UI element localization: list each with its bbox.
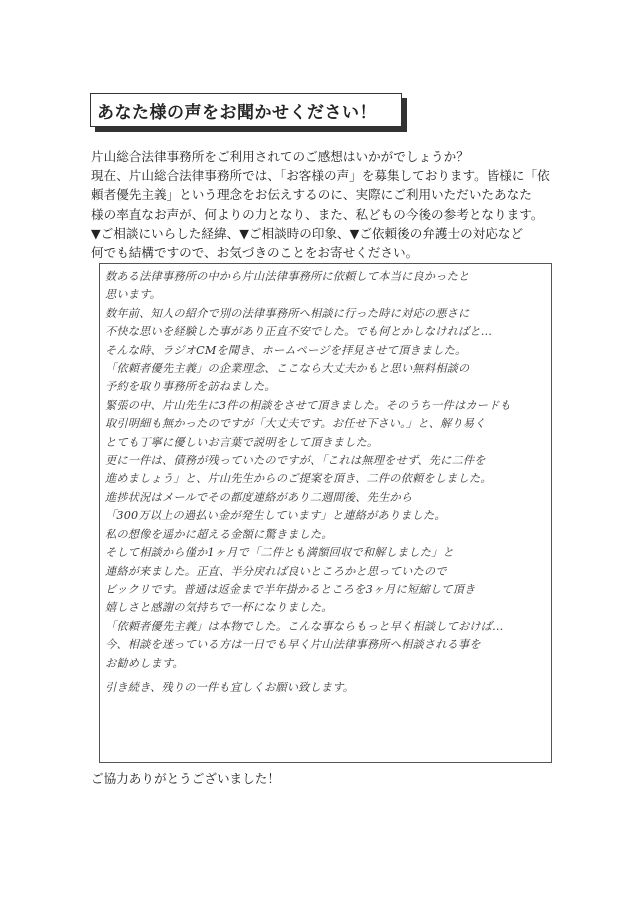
- intro-line: 何でも結構ですので、お気づきのことをお寄せください。: [91, 245, 419, 261]
- letter-line: ビックリです。普通は返金まで半年掛かるところを3ヶ月に短縮して頂き: [105, 582, 476, 596]
- letter-line: 「依頼者優先主義」の企業理念、ここなら大丈夫かもと思い無料相談の: [105, 362, 470, 376]
- handwritten-letter: [105, 268, 545, 697]
- intro-text: [91, 147, 561, 262]
- letter-line: 不快な思いを経験した事があり正直不安でした。でも何とかしなければと…: [105, 325, 493, 339]
- page-title: [90, 93, 402, 127]
- letter-line: 思います。: [105, 288, 162, 302]
- letter-line: そして相談から僅か1ヶ月で「二件とも満額回収で和解しました」と: [105, 546, 454, 560]
- letter-line: 連絡が来ました。正直、半分戻れば良いところかと思っていたので: [105, 564, 447, 578]
- letter-line: 緊張の中、片山先生に3件の相談をさせて頂きました。そのうち一件はカードも: [105, 398, 511, 412]
- intro-line: 様の率直なお声が、何よりの力となり、また、私どもの今後の参考となります。: [91, 206, 544, 222]
- letter-line: 進捗状況はメールでその都度連絡があり二週間後、先生から: [105, 490, 413, 504]
- intro-line: ▼ご相談にいらした経緯、▼ご相談時の印象、▼ご依頼後の弁護士の対応など: [91, 225, 524, 241]
- letter-line: 取引明細も無かったのですが「大丈夫です。お任せ下さい。」と、解り易く: [105, 417, 486, 431]
- letter-line: 数ある法律事務所の中から片山法律事務所に依頼して本当に良かったと: [105, 270, 470, 283]
- intro-line: 現在、片山総合法律事務所では、「お客様の声」を募集しております。皆様に「依: [91, 168, 550, 184]
- letter-line: 引き続き、残りの一件も宜しくお願い致します。: [105, 680, 355, 694]
- intro-line: 片山総合法律事務所をご利用されてのご感想はいかがでしょうか？: [91, 149, 469, 164]
- letter-line: 「依頼者優先主義」は本物でした。こんな事ならもっと早く相談しておけば…: [105, 619, 504, 633]
- letter-line: 進めましょう」と、片山先生からのご提案を頂き、二件の依頼をしました。: [105, 472, 492, 486]
- letter-line: お勧めします。: [105, 656, 184, 670]
- letter-line: 更に一件は、債務が残っていたのですが、「これは無理をせず、先に二件を: [105, 454, 486, 468]
- letter-line: そんな時、ラジオCMを聞き、ホームページを拝見させて頂きました。: [105, 343, 467, 357]
- thanks-text: ご協力ありがとうございました！: [91, 771, 280, 786]
- letter-line: 私の想像を遥かに超える金額に驚きました。: [105, 527, 333, 541]
- letter-line: 「300万以上の過払い金が発生しています」と連絡がありました。: [105, 509, 446, 523]
- intro-line: 頼者優先主義」という理念をお伝えするのに、実際にご利用いただいたあなた: [91, 187, 532, 203]
- letter-line: とても丁寧に優しいお言葉で説明をして頂きました。: [105, 435, 379, 449]
- letter-line: 予約を取り事務所を訪ねました。: [105, 380, 276, 394]
- letter-line: 嬉しさと感謝の気持ちで一杯になりました。: [105, 601, 333, 615]
- letter-line: 今、相談を迷っている方は一日でも早く片山法律事務所へ相談される事を: [105, 638, 481, 652]
- letter-line: 数年前、知人の紹介で別の法律事務所へ相談に行った時に対応の悪さに: [105, 306, 470, 320]
- page-title-text: あなた様の声をお聞かせください！: [97, 102, 377, 123]
